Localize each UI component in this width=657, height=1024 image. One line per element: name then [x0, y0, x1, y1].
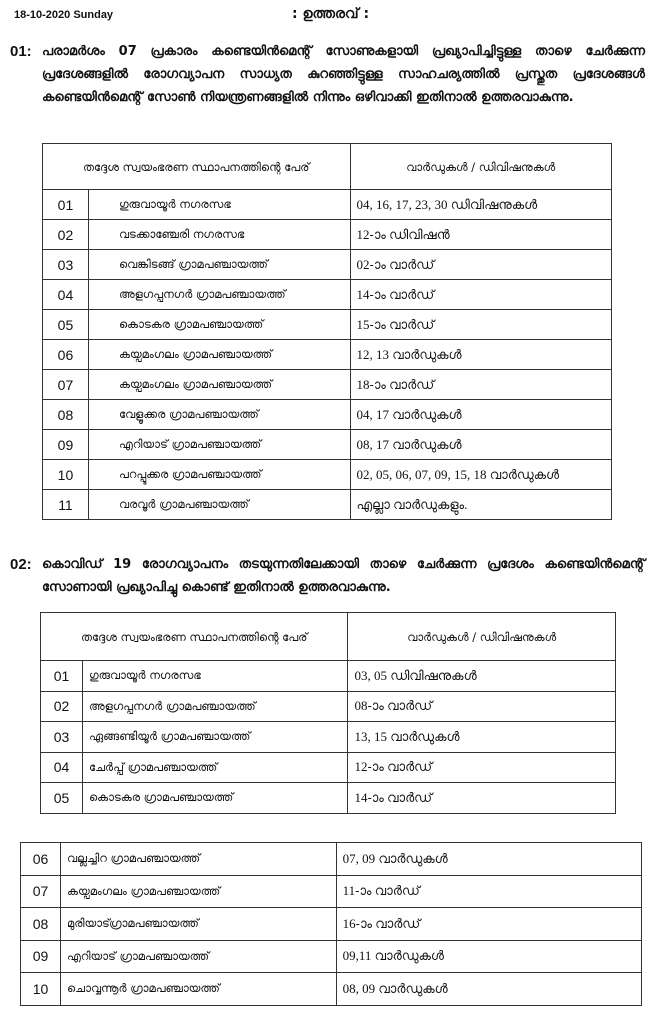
local-body-name: അളഗപ്പനഗർ ഗ്രാമപഞ്ചായത്ത്: [82, 691, 348, 722]
column-header-name: തദ്ദേശ സ്വയംഭരണ സ്ഥാപനത്തിന്റെ പേര്: [43, 144, 351, 190]
row-number: 02: [41, 691, 83, 722]
section-1-number: 01:: [10, 43, 32, 60]
table-row: [43, 370, 612, 400]
table-row: [21, 973, 642, 1006]
table-row: [43, 460, 612, 490]
table-row: [43, 280, 612, 310]
table-row: [41, 722, 616, 753]
wards-cell: 18-ാം വാർഡ്: [350, 370, 612, 400]
table-row: [43, 220, 612, 250]
local-body-name: എറിയാട് ഗ്രാമപഞ്ചായത്ത്: [60, 940, 336, 973]
column-header-wards: വാർഡുകൾ / ഡിവിഷനുകൾ: [348, 613, 616, 661]
table-row: [21, 908, 642, 941]
row-number: 01: [41, 661, 83, 692]
table-header-row: [41, 613, 616, 661]
local-body-name: വല്ലച്ചിറ ഗ്രാമപഞ്ചായത്ത്: [60, 843, 336, 876]
row-number: 05: [43, 310, 89, 340]
row-number: 08: [43, 400, 89, 430]
wards-cell: 08-ാം വാർഡ്: [348, 691, 616, 722]
section-2-text: കൊവിഡ് 19 രോഗവ്യാപനം തടയുന്നതിലേക്കായി താഴെ ചേർക്കുന്ന പ്രദേശം കണ്ടെയിൻമെന്റ് സോണായി പ്രഖ്യാപിച്ചു കൊണ്ട് ഇതിനാൽ ഉത്തരവാകുന്നു.: [42, 557, 645, 595]
wards-cell: 11-ാം വാർഡ്: [336, 875, 641, 908]
local-body-name: ഗുരുവായൂർ നഗരസഭ: [82, 661, 348, 692]
row-number: 03: [41, 722, 83, 753]
row-number: 10: [43, 460, 89, 490]
wards-cell: 08, 09 വാർഡുകൾ: [336, 973, 641, 1006]
wards-cell: 04, 16, 17, 23, 30 ഡിവിഷനുകൾ: [350, 190, 612, 220]
local-body-name: കയ്പമംഗലം ഗ്രാമപഞ്ചായത്ത്: [60, 875, 336, 908]
table-row: [41, 752, 616, 783]
local-body-name: ചൊവ്വന്നൂർ ഗ്രാമപഞ്ചായത്ത്: [60, 973, 336, 1006]
local-body-name: ഏങ്ങണ്ടിയൂർ ഗ്രാമപഞ്ചായത്ത്: [82, 722, 348, 753]
wards-cell: 15-ാം വാർഡ്: [350, 310, 612, 340]
section-2-table: [40, 612, 616, 814]
table-row: [43, 310, 612, 340]
wards-cell: 14-ാം വാർഡ്: [350, 280, 612, 310]
row-number: 08: [21, 908, 61, 941]
local-body-name: കയ്പമംഗലം ഗ്രാമപഞ്ചായത്ത്: [88, 370, 350, 400]
row-number: 10: [21, 973, 61, 1006]
local-body-name: ചേർപ്പ് ഗ്രാമപഞ്ചായത്ത്: [82, 752, 348, 783]
table-row: [43, 400, 612, 430]
row-number: 04: [41, 752, 83, 783]
local-body-name: വടക്കാഞ്ചേരി നഗരസഭ: [88, 220, 350, 250]
row-number: 07: [43, 370, 89, 400]
local-body-name: മുരിയാട്ഗ്രാമപഞ്ചായത്ത്: [60, 908, 336, 941]
local-body-name: പറപ്പൂക്കര ഗ്രാമപഞ്ചായത്ത്: [88, 460, 350, 490]
wards-cell: 02, 05, 06, 07, 09, 15, 18 വാർഡുകൾ: [350, 460, 612, 490]
table-row: [43, 250, 612, 280]
document-date: 18-10-2020 Sunday: [14, 9, 114, 21]
local-body-name: വെങ്കിടങ്ങ് ഗ്രാമപഞ്ചായത്ത്: [88, 250, 350, 280]
wards-cell: 02-ാം വാർഡ്: [350, 250, 612, 280]
wards-cell: 07, 09 വാർഡുകൾ: [336, 843, 641, 876]
row-number: 09: [43, 430, 89, 460]
table-row: [43, 190, 612, 220]
table-row: [21, 843, 642, 876]
section-1-table: [42, 143, 612, 520]
table-header-row: [43, 144, 612, 190]
row-number: 05: [41, 783, 83, 814]
wards-cell: 03, 05 ഡിവിഷനുകൾ: [348, 661, 616, 692]
wards-cell: 12, 13 വാർഡുകൾ: [350, 340, 612, 370]
column-header-name: തദ്ദേശ സ്വയംഭരണ സ്ഥാപനത്തിന്റെ പേര്: [41, 613, 348, 661]
wards-cell: എല്ലാ വാർഡുകളും.: [350, 490, 612, 520]
row-number: 11: [43, 490, 89, 520]
local-body-name: അളഗപ്പനഗർ ഗ്രാമപഞ്ചായത്ത്: [88, 280, 350, 310]
local-body-name: വേളൂക്കര ഗ്രാമപഞ്ചായത്ത്: [88, 400, 350, 430]
row-number: 03: [43, 250, 89, 280]
row-number: 09: [21, 940, 61, 973]
local-body-name: എറിയാട് ഗ്രാമപഞ്ചായത്ത്: [88, 430, 350, 460]
document-header: [10, 6, 647, 26]
order-title: : ഉത്തരവ് :: [292, 6, 370, 22]
wards-cell: 14-ാം വാർഡ്: [348, 783, 616, 814]
row-number: 06: [21, 843, 61, 876]
section-1-text: പരാമർശം 07 പ്രകാരം കണ്ടെയിൻമെന്റ് സോണുകളായി പ്രഖ്യാപിച്ചിട്ടുള്ള താഴെ ചേർക്കുന്ന പ്രദേശങ്ങളിൽ രോഗവ്യാപന സാധ്യത കുറഞ്ഞിട്ടുള്ള സാഹചര്യത്തിൽ പ്രസ്തുത പ്രദേശങ്ങൾ കണ്ടെയിൻമെന്റ് സോൺ നിയന്ത്രണങ്ങളിൽ നിന്നും ഒഴിവാക്കി ഇതിനാൽ ഉത്തരവാകുന്നു.: [42, 44, 645, 105]
table-row: [41, 661, 616, 692]
table-row: [41, 783, 616, 814]
local-body-name: കയ്പമംഗലം ഗ്രാമപഞ്ചായത്ത്: [88, 340, 350, 370]
row-number: 07: [21, 875, 61, 908]
wards-cell: 16-ാം വാർഡ്: [336, 908, 641, 941]
wards-cell: 08, 17 വാർഡുകൾ: [350, 430, 612, 460]
row-number: 02: [43, 220, 89, 250]
local-body-name: ഗുരുവായൂർ നഗരസഭ: [88, 190, 350, 220]
wards-cell: 04, 17 വാർഡുകൾ: [350, 400, 612, 430]
table-row: [43, 340, 612, 370]
section-2-paragraph: [10, 553, 645, 599]
column-header-wards: വാർഡുകൾ / ഡിവിഷനുകൾ: [350, 144, 612, 190]
table-row: [43, 430, 612, 460]
local-body-name: കൊടകര ഗ്രാമപഞ്ചായത്ത്: [82, 783, 348, 814]
section-1-paragraph: [10, 40, 645, 109]
wards-cell: 09,11 വാർഡുകൾ: [336, 940, 641, 973]
section-2-number: 02:: [10, 556, 32, 573]
local-body-name: വരവൂർ ഗ്രാമപഞ്ചായത്ത്: [88, 490, 350, 520]
wards-cell: 13, 15 വാർഡുകൾ: [348, 722, 616, 753]
wards-cell: 12-ാം ഡിവിഷൻ: [350, 220, 612, 250]
section-2-table-continued: [20, 842, 642, 1006]
local-body-name: കൊടകര ഗ്രാമപഞ്ചായത്ത്: [88, 310, 350, 340]
table-row: [41, 691, 616, 722]
table-row: [43, 490, 612, 520]
row-number: 01: [43, 190, 89, 220]
table-row: [21, 875, 642, 908]
table-row: [21, 940, 642, 973]
row-number: 06: [43, 340, 89, 370]
wards-cell: 12-ാം വാർഡ്: [348, 752, 616, 783]
row-number: 04: [43, 280, 89, 310]
